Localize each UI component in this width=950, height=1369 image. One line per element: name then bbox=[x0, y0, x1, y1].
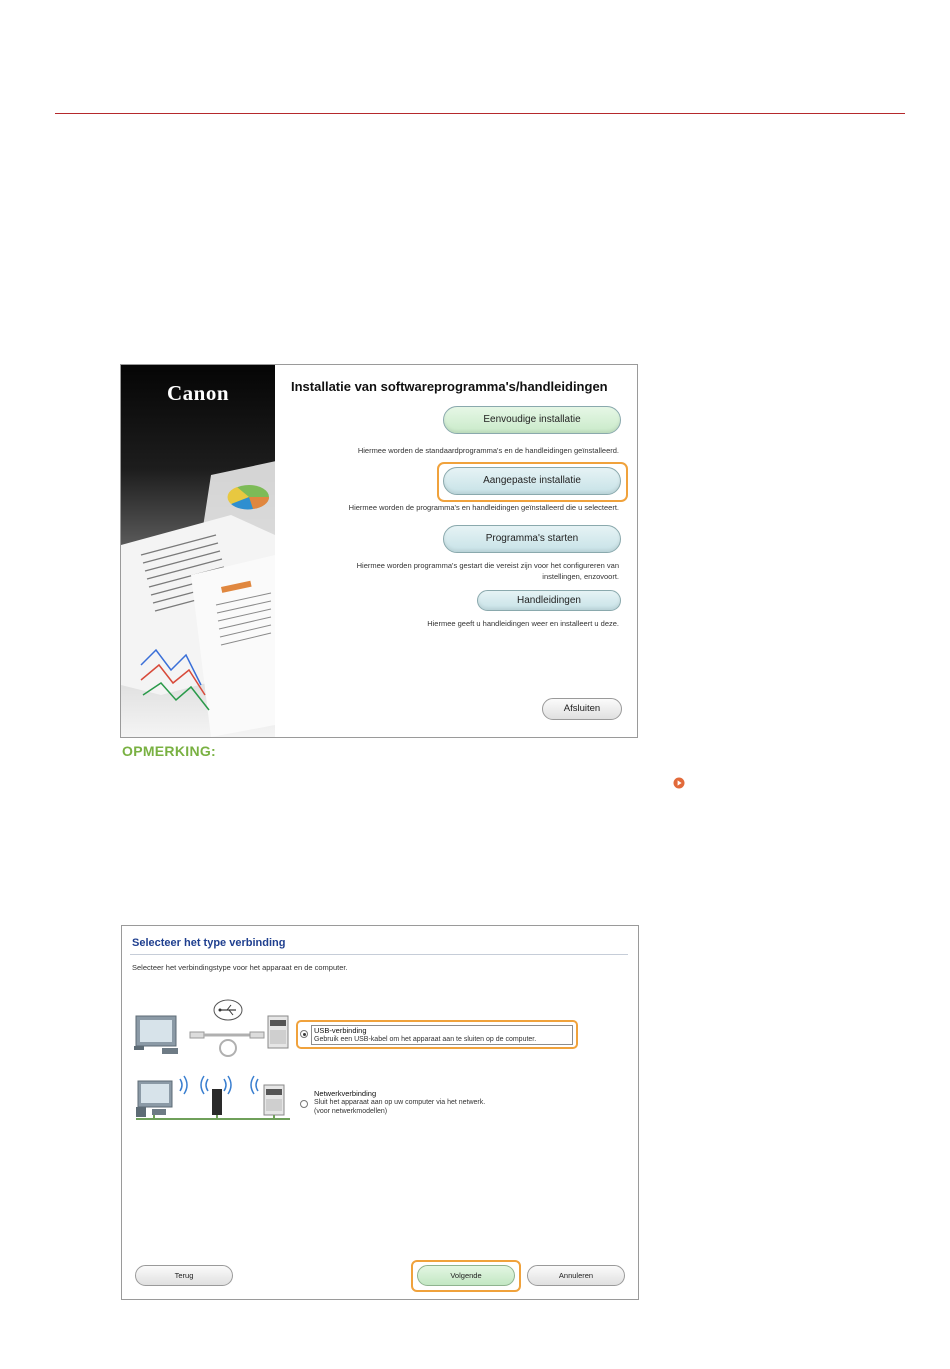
usb-radio[interactable] bbox=[300, 1030, 308, 1038]
connection-title: Selecteer het type verbinding bbox=[132, 937, 286, 949]
simple-install-desc: Hiermee worden de standaardprogramma's en de handleidingen geïnstalleerd. bbox=[357, 446, 619, 455]
usb-option-desc: Gebruik een USB-kabel om het apparaat aan te sluiten op de computer. bbox=[314, 1036, 537, 1043]
next-button[interactable]: Volgende bbox=[417, 1265, 515, 1286]
network-option-desc bbox=[314, 1098, 485, 1116]
network-connection-illustration bbox=[132, 1071, 292, 1131]
start-programs-button[interactable]: Programma's starten bbox=[443, 525, 621, 553]
pie-chart-icon bbox=[227, 485, 269, 509]
start-programs-desc-line1: Hiermee worden programma's gestart die vereist zijn voor het configureren van bbox=[356, 561, 619, 570]
printer-icon bbox=[264, 1085, 284, 1119]
connection-type-screenshot bbox=[121, 925, 639, 1300]
start-programs-desc-line2: instellingen, enzovoort. bbox=[542, 572, 619, 581]
title-separator bbox=[130, 954, 628, 955]
connection-subtitle: Selecteer het verbindingstype voor het apparaat en de computer. bbox=[132, 963, 348, 972]
manuals-button[interactable]: Handleidingen bbox=[477, 590, 621, 611]
usb-connection-illustration bbox=[132, 996, 292, 1066]
router-icon bbox=[212, 1089, 222, 1119]
cancel-button[interactable]: Annuleren bbox=[527, 1265, 625, 1286]
network-option-desc-line2: (voor netwerkmodellen) bbox=[314, 1108, 388, 1115]
installer-title: Installatie van softwareprogramma's/handleidingen bbox=[291, 379, 608, 394]
installer-side-panel bbox=[121, 365, 275, 737]
canon-logo: Canon bbox=[166, 381, 230, 405]
custom-install-button[interactable]: Aangepaste installatie bbox=[443, 467, 621, 495]
usb-symbol-icon bbox=[214, 1000, 242, 1020]
note-heading: OPMERKING: bbox=[122, 743, 216, 759]
printer-icon bbox=[268, 1016, 288, 1048]
computer-icon bbox=[134, 1016, 178, 1054]
documents-illustration bbox=[121, 365, 275, 737]
start-programs-desc bbox=[357, 560, 619, 582]
simple-install-button[interactable]: Eenvoudige installatie bbox=[443, 406, 621, 434]
link-arrow-icon[interactable] bbox=[673, 777, 685, 789]
network-radio[interactable] bbox=[300, 1100, 308, 1108]
network-option-desc-line1: Sluit het apparaat aan op uw computer via het netwerk. bbox=[314, 1099, 486, 1106]
exit-button[interactable]: Afsluiten bbox=[542, 698, 622, 720]
installer-screenshot bbox=[120, 364, 638, 738]
section-rule bbox=[55, 113, 905, 114]
computer-icon bbox=[136, 1081, 172, 1119]
back-button[interactable]: Terug bbox=[135, 1265, 233, 1286]
manuals-desc: Hiermee geeft u handleidingen weer en installeert u deze. bbox=[427, 619, 619, 628]
network-option-label: Netwerkverbinding bbox=[314, 1089, 377, 1098]
custom-install-desc: Hiermee worden de programma's en handleidingen geïnstalleerd die u selecteert. bbox=[348, 503, 619, 512]
usb-option-label: USB-verbinding bbox=[314, 1026, 367, 1035]
